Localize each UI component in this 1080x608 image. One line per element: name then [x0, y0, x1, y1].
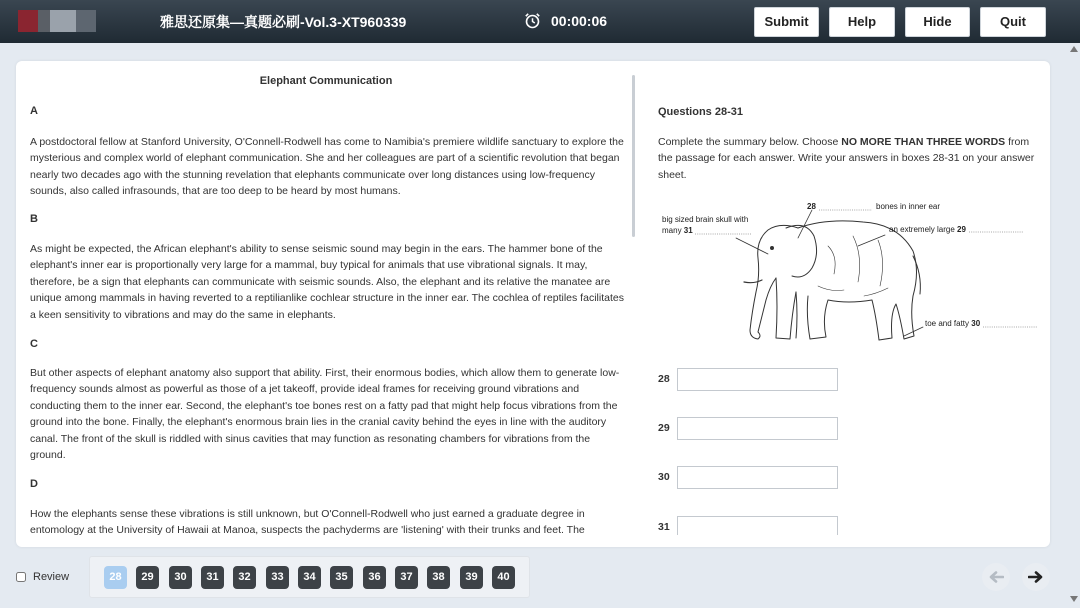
questions-pane[interactable]	[658, 61, 1050, 535]
arrow-left-icon	[988, 571, 1004, 583]
timer	[524, 12, 607, 29]
question-nav-button[interactable]: 32	[233, 566, 256, 589]
page-scrollbar[interactable]	[1068, 43, 1080, 608]
section-label: D	[30, 478, 38, 490]
diagram-label-number: 31	[683, 226, 693, 235]
diagram-label: an extremely large	[889, 225, 955, 234]
answer-input-28[interactable]	[677, 368, 838, 391]
question-nav-button[interactable]: 40	[492, 566, 515, 589]
scroll-up-icon[interactable]	[1070, 46, 1078, 52]
diagram-label: many	[662, 226, 682, 235]
section-label: A	[30, 105, 38, 117]
question-number: 29	[658, 422, 670, 434]
main-panel	[16, 61, 1050, 547]
answer-input-29[interactable]	[677, 417, 838, 440]
passage-title: Elephant Communication	[259, 75, 393, 87]
question-nav-button[interactable]: 30	[169, 566, 192, 589]
question-number: 31	[658, 521, 670, 533]
question-nav-button[interactable]: 29	[136, 566, 159, 589]
question-nav-button[interactable]: 33	[266, 566, 289, 589]
previous-button[interactable]	[982, 563, 1010, 591]
diagram-label-number: 28	[807, 202, 816, 211]
passage-paragraph: But other aspects of elephant anatomy also support that ability. First, their enormous bodies, which allow them to generate low-frequency sounds almost as powerful as those of a jet takeoff, provide ideal frames for receiving ground vibrations and conducting them to the inner ear. Second, the elephant's toe bones rest on a fatty pad that might help focus vibrations from the ground into the bone. Finally, the elephant's enormous brain lies in the cranial cavity behind the eyes in line with the auditory canal. The front of the skull is riddled with sinus cavities that may function as resonating chambers for vibrations from the ground.	[30, 367, 620, 462]
app-logo	[18, 10, 96, 32]
next-button[interactable]	[1022, 563, 1050, 591]
scroll-down-icon[interactable]	[1070, 596, 1078, 602]
instructions-emphasis: NO MORE THAN THREE WORDS	[841, 136, 1006, 148]
review-toggle[interactable]	[16, 571, 69, 583]
test-title: 雅思还原集—真题必刷-Vol.3-XT960339	[160, 14, 407, 30]
pane-resize-handle[interactable]	[632, 75, 635, 237]
passage-paragraph: As might be expected, the African elephant's ability to sense seismic sound may begin in the ears. The hammer bone of the elephant's inner ear is proportionally very large for a mammal, buy typical for animals that use vibrational signals. It may, therefore, be a sign that elephants can communicate with seismic sounds. Also, the elephant and its relative the manatee are unique among mammals in having reverted to a reptilianlike cochlear structure in the inner ear. The cochlea of reptiles facilitates a keen sensitivity to vibrations and may do the same in elephants.	[30, 243, 624, 321]
top-bar	[0, 0, 1080, 43]
questions-instructions	[658, 134, 1046, 183]
questions-heading: Questions 28-31	[658, 106, 743, 118]
diagram-label: bones in inner ear	[876, 202, 941, 211]
review-label: Review	[33, 571, 70, 583]
hide-button[interactable]: Hide	[905, 7, 970, 37]
question-nav-button[interactable]: 36	[363, 566, 386, 589]
diagram-label-number: 29	[957, 225, 966, 234]
passage-pane[interactable]	[16, 61, 636, 535]
answer-row	[658, 516, 858, 535]
review-checkbox[interactable]	[16, 572, 26, 582]
section-label: C	[30, 338, 38, 350]
instructions-text: from the passage for each answer. Write your answers in boxes 28-31 on your answer sheet.	[658, 136, 1035, 181]
submit-button[interactable]: Submit	[754, 7, 819, 37]
question-navigator	[89, 556, 530, 598]
question-nav-button[interactable]: 39	[460, 566, 483, 589]
answer-row	[658, 466, 858, 490]
question-nav-button[interactable]: 31	[201, 566, 224, 589]
elephant-diagram	[658, 196, 1043, 352]
instructions-text: Complete the summary below. Choose	[658, 136, 842, 148]
answer-input-31[interactable]	[677, 516, 838, 535]
question-nav-button[interactable]: 35	[330, 566, 353, 589]
arrow-right-icon	[1028, 571, 1044, 583]
diagram-label: big sized brain skull with	[662, 215, 749, 224]
timer-value: 00:00:06	[551, 12, 608, 29]
answer-input-30[interactable]	[677, 466, 838, 489]
diagram-label: toe and fatty	[925, 319, 970, 328]
quit-button[interactable]: Quit	[980, 7, 1046, 37]
question-nav-button[interactable]: 34	[298, 566, 321, 589]
passage-paragraph: A postdoctoral fellow at Stanford University, O'Connell-Rodwell has come to Namibia's premiere wildlife sanctuary to explore the mysterious and complex world of elephant communication. She and her colleagues are part of a scientific revolution that began nearly two decades ago with the stunning revelation that elephants communicate over long distances using low-frequency sounds, also called infrasounds, that are too deep to be heard by most humans.	[30, 136, 624, 198]
section-label: B	[30, 213, 38, 225]
answer-row	[658, 417, 858, 441]
help-button[interactable]: Help	[829, 7, 895, 37]
question-nav-button[interactable]: 38	[427, 566, 450, 589]
question-nav-button[interactable]: 37	[395, 566, 418, 589]
passage-paragraph: How the elephants sense these vibrations is still unknown, but O'Connell-Rodwell who just earned a graduate degree in entomology at the University of Hawaii at Manoa, suspects the pachyderms are 'listening' with their trunks and feet. The	[30, 508, 585, 535]
question-number: 30	[658, 471, 670, 483]
alarm-clock-icon	[524, 12, 541, 29]
diagram-label-number: 30	[971, 319, 981, 328]
question-number: 28	[658, 373, 670, 385]
answer-row	[658, 368, 858, 392]
question-nav-button[interactable]: 28	[104, 566, 127, 589]
